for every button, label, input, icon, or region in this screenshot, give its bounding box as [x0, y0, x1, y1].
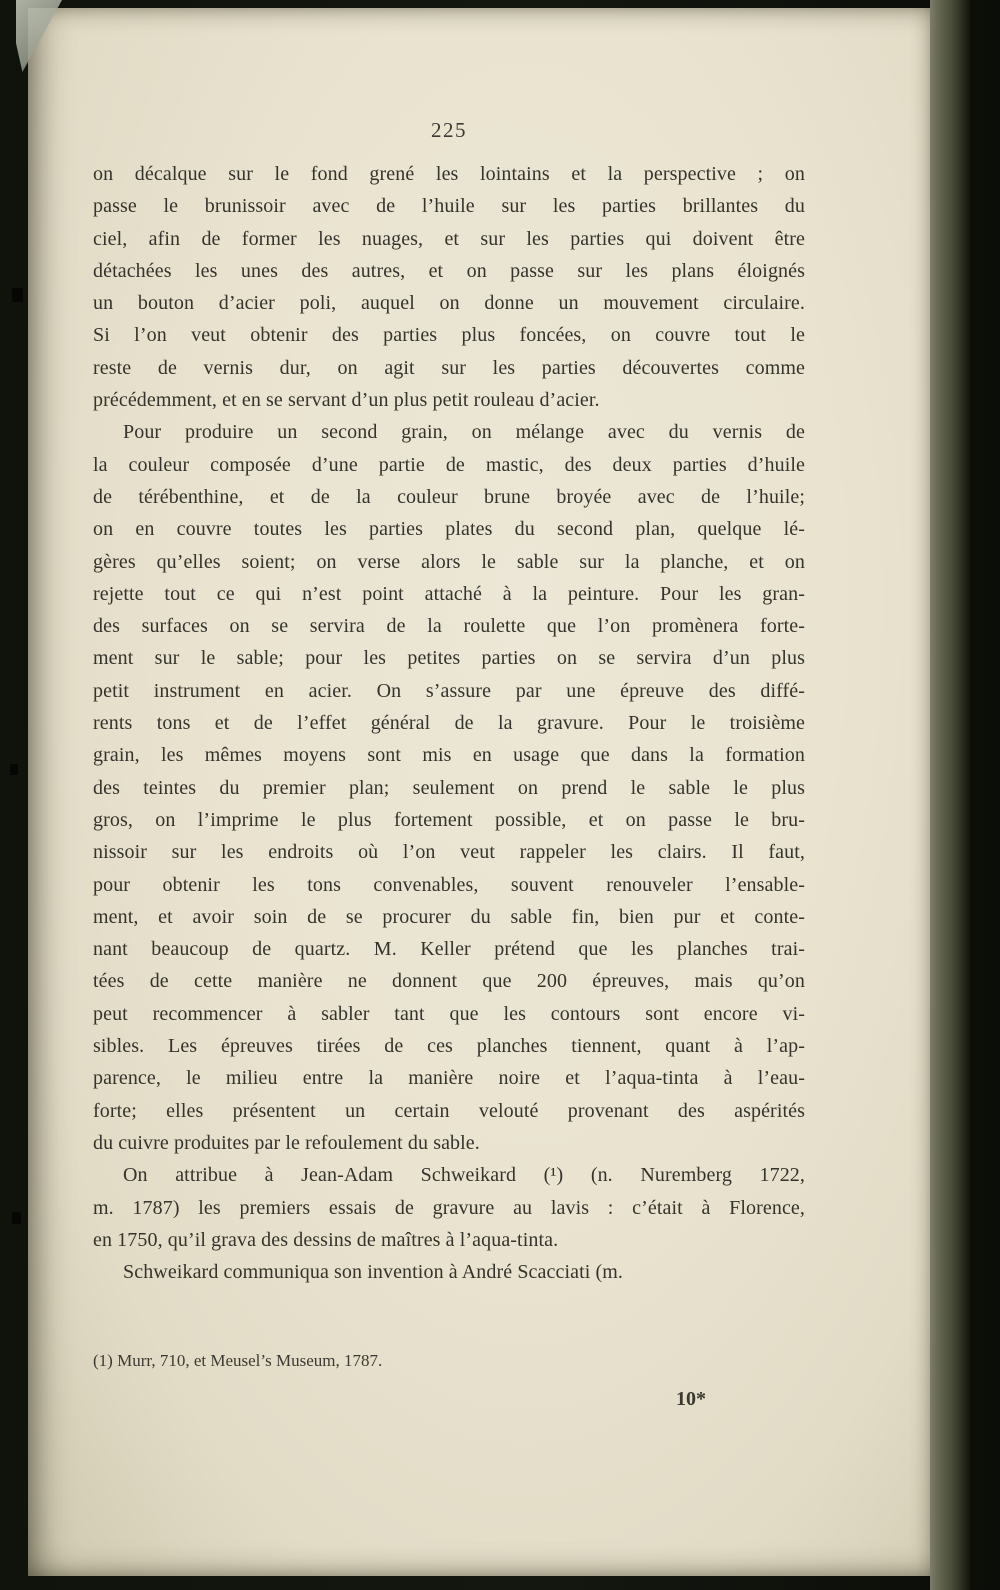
text-line: gères qu’elles soient; on verse alors le sable sur la planche, et on	[93, 550, 805, 573]
text-line: pour obtenir les tons convenables, souvent renouveler l’ensable-	[93, 873, 805, 896]
text-line: Si l’on veut obtenir des parties plus foncées, on couvre tout le	[93, 324, 805, 347]
text-line: nant beaucoup de quartz. M. Keller prétend que les planches trai-	[93, 938, 805, 961]
book-fore-edge	[930, 0, 970, 1590]
book-page	[28, 8, 930, 1576]
text-line: ment sur le sable; pour les petites parties on se servira d’un plus	[93, 647, 805, 670]
footnote: (1) Murr, 710, et Meusel’s Museum, 1787.	[93, 1351, 383, 1370]
text-line: sibles. Les épreuves tirées de ces planches tiennent, quant à l’ap-	[93, 1035, 805, 1058]
text-line: des surfaces on se servira de la roulette que l’on promènera forte-	[93, 615, 805, 638]
text-line: rents tons et de l’effet général de la gravure. Pour le troisième	[93, 712, 805, 735]
body-text	[93, 158, 805, 1288]
text-line: on en couvre toutes les parties plates du second plan, quelque lé-	[93, 518, 805, 541]
text-line: nissoir sur les endroits où l’on veut rappeler les clairs. Il faut,	[93, 841, 805, 864]
text-line: m. 1787) les premiers essais de gravure au lavis : c’était à Florence,	[93, 1196, 805, 1219]
text-line: ment, et avoir soin de se procurer du sable fin, bien pur et conte-	[93, 905, 805, 928]
text-line: du cuivre produites par le refoulement du sable.	[93, 1131, 480, 1154]
text-line: la couleur composée d’une partie de mastic, des deux parties d’huile	[93, 453, 805, 476]
text-line: passe le brunissoir avec de l’huile sur les parties brillantes du	[93, 195, 805, 218]
text-line: gros, on l’imprime le plus fortement possible, et on passe le bru-	[93, 808, 805, 831]
text-line: rejette tout ce qui n’est point attaché à la peinture. Pour les gran-	[93, 582, 805, 605]
text-line: détachées les unes des autres, et on passe sur les plans éloignés	[93, 259, 805, 282]
text-line: des teintes du premier plan; seulement on prend le sable le plus	[93, 776, 805, 799]
text-line: forte; elles présentent un certain velouté provenant des aspérités	[93, 1099, 805, 1122]
signature-mark: 10*	[676, 1388, 706, 1410]
text-line: tées de cette manière ne donnent que 200 épreuves, mais qu’on	[93, 970, 805, 993]
binding-speck	[12, 288, 23, 302]
text-line: de térébenthine, et de la couleur brune broyée avec de l’huile;	[93, 485, 805, 508]
text-line: grain, les mêmes moyens sont mis en usage que dans la formation	[93, 744, 805, 767]
binding-speck	[12, 1212, 21, 1224]
text-line: Pour produire un second grain, on mélange avec du vernis de	[123, 421, 805, 444]
page-number: 225	[431, 118, 467, 142]
text-line: Schweikard communiqua son invention à André Scacciati (m.	[123, 1261, 624, 1284]
binding-speck	[10, 764, 18, 775]
text-line: On attribue à Jean-Adam Schweikard (¹) (n. Nuremberg 1722,	[123, 1164, 805, 1187]
text-line: petit instrument en acier. On s’assure par une épreuve des diffé-	[93, 679, 805, 702]
text-line: ciel, afin de former les nuages, et sur les parties qui doivent être	[93, 227, 805, 250]
text-line: précédemment, et en se servant d’un plus petit rouleau d’acier.	[93, 389, 600, 412]
text-line: reste de vernis dur, on agit sur les parties découvertes comme	[93, 356, 805, 379]
text-line: parence, le milieu entre la manière noire et l’aqua-tinta à l’eau-	[93, 1067, 805, 1090]
text-line: un bouton d’acier poli, auquel on donne un mouvement circulaire.	[93, 292, 805, 315]
text-line: peut recommencer à sabler tant que les contours sont encore vi-	[93, 1002, 805, 1025]
text-line: on décalque sur le fond grené les lointains et la perspective ; on	[93, 163, 805, 185]
text-line: en 1750, qu’il grava des dessins de maîtres à l’aqua-tinta.	[93, 1228, 559, 1251]
